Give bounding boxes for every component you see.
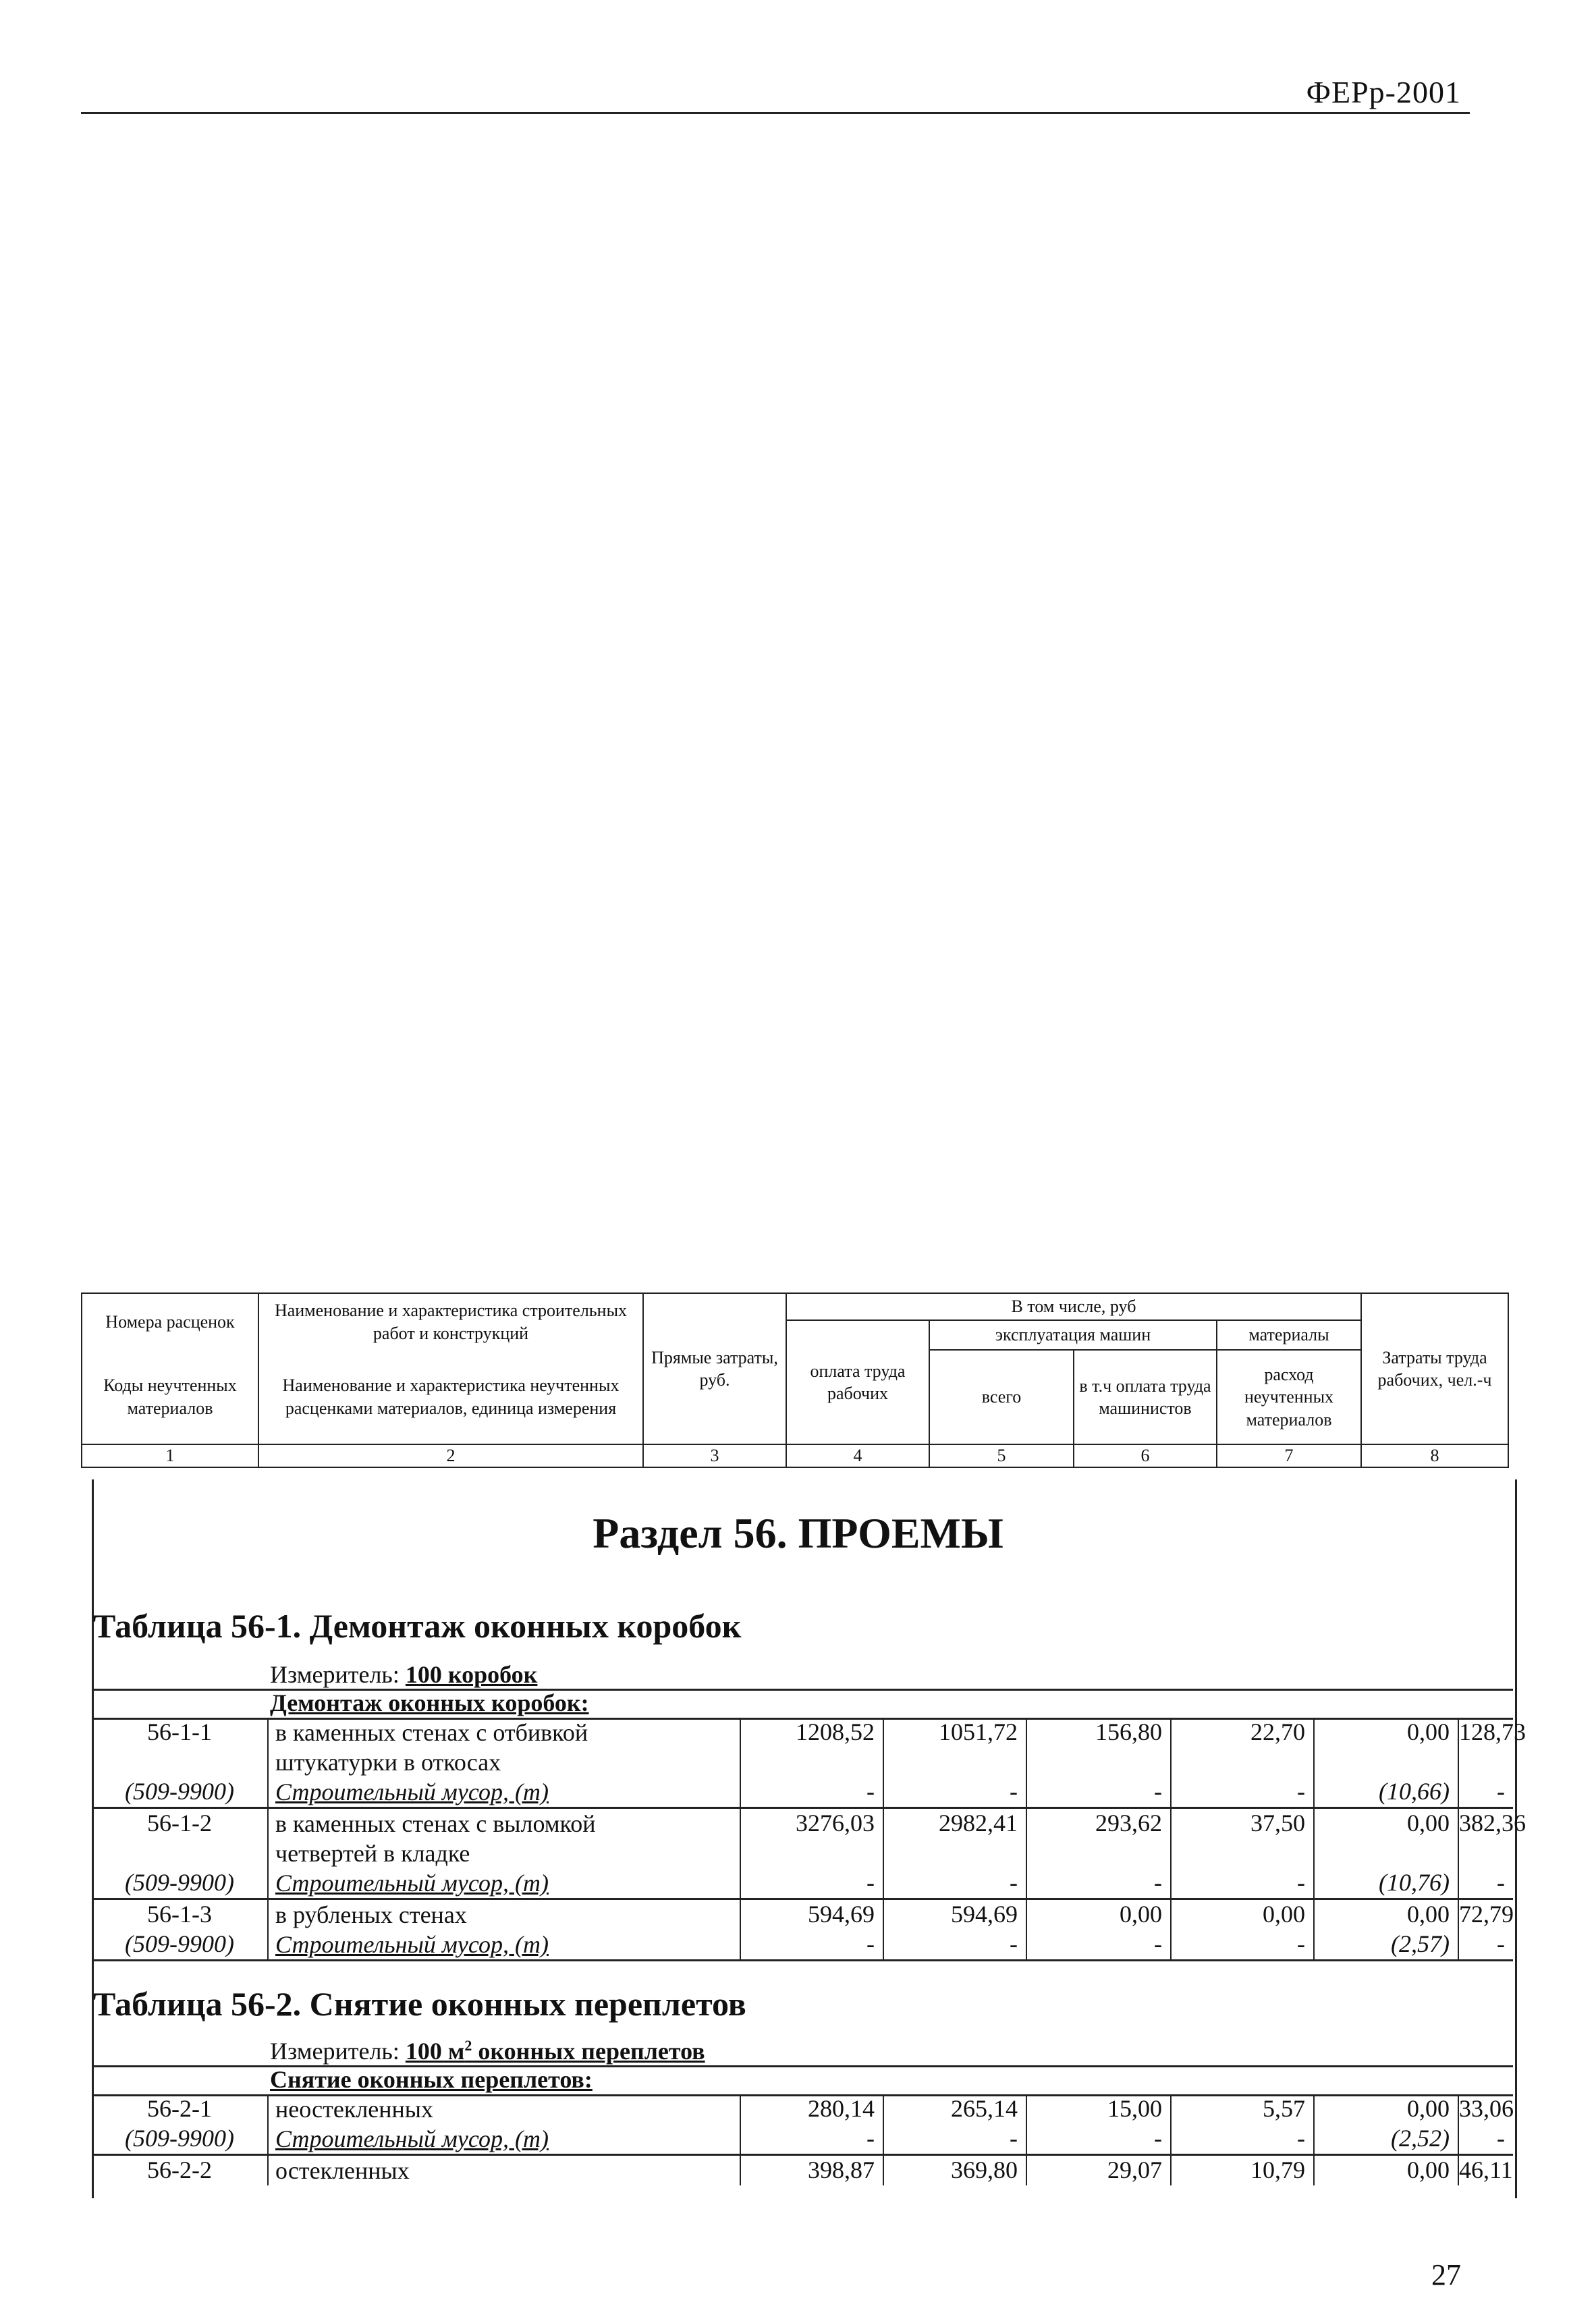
machines-total: 29,07 bbox=[1027, 2156, 1172, 2185]
labor-hours: 72,79 bbox=[1459, 1901, 1514, 1928]
col4-header: оплата труда рабочих bbox=[786, 1320, 929, 1444]
measure-value: 100 коробок bbox=[405, 1661, 538, 1688]
table-row bbox=[92, 1839, 1513, 1868]
measure-suffix: оконных переплетов bbox=[472, 2038, 705, 2065]
machines-header: эксплуатация машин bbox=[929, 1320, 1217, 1350]
material-row bbox=[92, 2124, 1513, 2156]
material-name: Строительный мусор, (т) bbox=[269, 2124, 741, 2154]
table-row bbox=[92, 1718, 1526, 1747]
machines-total: 15,00 bbox=[1027, 2094, 1172, 2124]
direct-costs: 280,14 bbox=[741, 2094, 884, 2124]
direct-costs: 398,87 bbox=[741, 2156, 884, 2185]
direct-costs: - bbox=[741, 1868, 884, 1898]
direct-costs: - bbox=[741, 1930, 884, 1959]
material-name: Строительный мусор, (т) bbox=[269, 1930, 741, 1959]
operators-pay: 10,79 bbox=[1172, 2156, 1315, 2185]
blank-cell bbox=[1315, 1747, 1459, 1777]
work-name-cont: штукатурки в откосах bbox=[269, 1747, 741, 1777]
labor-hours: 128,73 bbox=[1459, 1718, 1526, 1745]
measure-value: 100 м bbox=[405, 2038, 465, 2065]
blank-cell bbox=[1459, 1747, 1513, 1777]
blank-cell bbox=[884, 1839, 1027, 1868]
direct-costs: 3276,03 bbox=[741, 1809, 884, 1839]
operators-pay: 0,00 bbox=[1172, 1900, 1315, 1930]
blank-cell bbox=[884, 1747, 1027, 1777]
operators-pay: - bbox=[1172, 2124, 1315, 2154]
machines-total: - bbox=[1027, 2124, 1172, 2154]
col2-top-header: Наименование и характеристика строительных работ и конструкций bbox=[258, 1293, 643, 1350]
material-code: (509-9900) bbox=[92, 1777, 269, 1807]
work-name: остекленных bbox=[269, 2156, 741, 2185]
col2-bottom-header: Наименование и характеристика неучтенных расценками материалов, единица измерения bbox=[258, 1350, 643, 1444]
col5-header: всего bbox=[929, 1350, 1074, 1444]
group-label: Демонтаж оконных коробок: bbox=[270, 1689, 589, 1716]
work-name: в каменных стенах с выломкой bbox=[269, 1809, 741, 1839]
machines-total: - bbox=[1027, 1868, 1172, 1898]
blank-cell bbox=[1459, 1839, 1513, 1868]
machines-total: - bbox=[1027, 1777, 1172, 1807]
col-number: 8 bbox=[1361, 1444, 1508, 1467]
blank-cell bbox=[1027, 1747, 1172, 1777]
labor-pay: 369,80 bbox=[884, 2156, 1027, 2185]
labor-pay: 594,69 bbox=[884, 1900, 1027, 1930]
materials-consumption: (2,57) bbox=[1315, 1930, 1459, 1959]
rate-code: 56-1-2 bbox=[92, 1809, 269, 1839]
including-header: В том числе, руб bbox=[786, 1293, 1361, 1320]
document-code: ФЕРр-2001 bbox=[1306, 75, 1461, 109]
table-row bbox=[92, 1747, 1513, 1777]
table-title: Таблица 56-1. Демонтаж оконных коробок bbox=[93, 1607, 742, 1645]
col1-bottom-header: Коды неучтенных материалов bbox=[82, 1350, 258, 1444]
labor-hours: 382,36 bbox=[1459, 1809, 1526, 1836]
operators-pay: - bbox=[1172, 1868, 1315, 1898]
material-name: Строительный мусор, (т) bbox=[269, 1777, 741, 1807]
column-header-table bbox=[81, 1292, 1509, 1468]
operators-pay: - bbox=[1172, 1930, 1315, 1959]
material-row bbox=[92, 1868, 1513, 1900]
measure-prefix: Измеритель: bbox=[270, 1661, 406, 1688]
labor-hours: - bbox=[1497, 2125, 1505, 2152]
operators-pay: 22,70 bbox=[1172, 1718, 1315, 1747]
direct-costs: - bbox=[741, 1777, 884, 1807]
materials-cost: 0,00 bbox=[1315, 2094, 1459, 2124]
materials-cost: 0,00 bbox=[1315, 2156, 1459, 2185]
blank-cell bbox=[741, 1839, 884, 1868]
labor-pay: 265,14 bbox=[884, 2094, 1027, 2124]
labor-pay: 2982,41 bbox=[884, 1809, 1027, 1839]
machines-total: 156,80 bbox=[1027, 1718, 1172, 1747]
labor-pay: - bbox=[884, 1930, 1027, 1959]
labor-hours: - bbox=[1497, 1869, 1505, 1896]
labor-hours: 46,11 bbox=[1459, 2156, 1513, 2183]
measure-unit bbox=[270, 1660, 537, 1689]
col-number: 2 bbox=[258, 1444, 643, 1467]
table-row bbox=[92, 1900, 1513, 1930]
materials-cost: 0,00 bbox=[1315, 1900, 1459, 1930]
labor-pay: - bbox=[884, 1868, 1027, 1898]
operators-pay: - bbox=[1172, 1777, 1315, 1807]
page-number: 27 bbox=[1431, 2258, 1461, 2291]
col-number: 1 bbox=[82, 1444, 258, 1467]
direct-costs: - bbox=[741, 2124, 884, 2154]
table-row bbox=[92, 1809, 1526, 1839]
material-code: (509-9900) bbox=[92, 2124, 269, 2154]
operators-pay: 37,50 bbox=[1172, 1809, 1315, 1839]
measure-superscript: 2 bbox=[464, 2037, 472, 2054]
material-code: (509-9900) bbox=[92, 1868, 269, 1898]
measure-unit bbox=[270, 2037, 705, 2065]
rate-code: 56-1-3 bbox=[92, 1900, 269, 1930]
material-row bbox=[92, 1930, 1513, 1961]
rate-code: 56-2-2 bbox=[92, 2156, 269, 2185]
header-rule bbox=[81, 112, 1470, 114]
labor-hours: - bbox=[1497, 1778, 1505, 1805]
col7-header: расход неучтенных материалов bbox=[1217, 1350, 1361, 1444]
blank-cell bbox=[92, 1839, 269, 1868]
blank-cell bbox=[92, 1747, 269, 1777]
blank-cell bbox=[1315, 1839, 1459, 1868]
blank-cell bbox=[1172, 1747, 1315, 1777]
col-number: 3 bbox=[643, 1444, 786, 1467]
material-name: Строительный мусор, (т) bbox=[269, 1868, 741, 1898]
work-name: в каменных стенах с отбивкой bbox=[269, 1718, 741, 1747]
blank-cell bbox=[1172, 1839, 1315, 1868]
labor-hours: - bbox=[1497, 1930, 1505, 1957]
machines-total: 0,00 bbox=[1027, 1900, 1172, 1930]
machines-total: - bbox=[1027, 1930, 1172, 1959]
table-row bbox=[92, 2156, 1513, 2185]
work-name-cont: четвертей в кладке bbox=[269, 1839, 741, 1868]
materials-header: материалы bbox=[1217, 1320, 1361, 1350]
machines-total: 293,62 bbox=[1027, 1809, 1172, 1839]
materials-cost: 0,00 bbox=[1315, 1718, 1459, 1747]
col8-header: Затраты труда рабочих, чел.-ч bbox=[1361, 1293, 1508, 1444]
materials-consumption: (10,76) bbox=[1315, 1868, 1459, 1898]
material-row bbox=[92, 1777, 1513, 1809]
measure-prefix: Измеритель: bbox=[270, 2038, 406, 2065]
col-number: 4 bbox=[786, 1444, 929, 1467]
labor-pay: - bbox=[884, 1777, 1027, 1807]
materials-cost: 0,00 bbox=[1315, 1809, 1459, 1839]
direct-costs: 1208,52 bbox=[741, 1718, 884, 1747]
blank-cell bbox=[741, 1747, 884, 1777]
rate-code: 56-1-1 bbox=[92, 1718, 269, 1747]
col3-header: Прямые затраты, руб. bbox=[643, 1293, 786, 1444]
materials-consumption: (2,52) bbox=[1315, 2124, 1459, 2154]
labor-pay: 1051,72 bbox=[884, 1718, 1027, 1747]
operators-pay: 5,57 bbox=[1172, 2094, 1315, 2124]
col-number: 5 bbox=[929, 1444, 1074, 1467]
labor-hours: 33,06 bbox=[1459, 2095, 1514, 2122]
col1-top-header: Номера расценок bbox=[82, 1293, 258, 1350]
labor-pay: - bbox=[884, 2124, 1027, 2154]
table-row bbox=[92, 2094, 1513, 2124]
work-name: в рубленых стенах bbox=[269, 1900, 741, 1930]
table-title: Таблица 56-2. Снятие оконных переплетов bbox=[93, 1985, 746, 2023]
materials-consumption: (10,66) bbox=[1315, 1777, 1459, 1807]
direct-costs: 594,69 bbox=[741, 1900, 884, 1930]
col-number: 6 bbox=[1074, 1444, 1217, 1467]
blank-cell bbox=[1027, 1839, 1172, 1868]
material-code: (509-9900) bbox=[92, 1930, 269, 1959]
section-title: Раздел 56. ПРОЕМЫ bbox=[593, 1509, 1003, 1557]
col6-header: в т.ч оплата труда машинистов bbox=[1074, 1350, 1217, 1444]
rate-code: 56-2-1 bbox=[92, 2094, 269, 2124]
col-number: 7 bbox=[1217, 1444, 1361, 1467]
group-label: Снятие оконных переплетов: bbox=[270, 2066, 593, 2093]
work-name: неостекленных bbox=[269, 2094, 741, 2124]
